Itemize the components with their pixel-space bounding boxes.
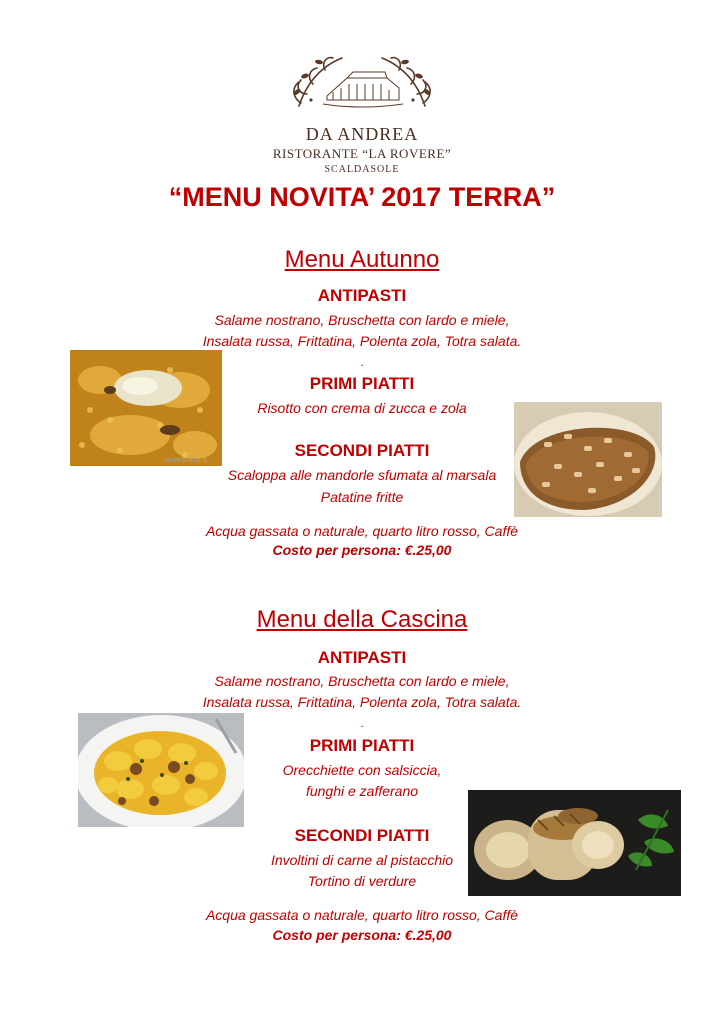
dish-line: Orecchiette con salsiccia, — [282, 762, 442, 778]
dish-line: Insalata russa, Frittatina, Polenta zola, Totra salata. — [202, 333, 522, 349]
dish-line: funghi e zafferano — [305, 783, 419, 799]
course-heading: ANTIPASTI — [317, 648, 407, 667]
course-heading: PRIMI PIATTI — [309, 736, 415, 755]
dish-line: Scaloppa alle mandorle sfumata al marsala — [227, 467, 497, 483]
menu-title: Menu della Cascina — [256, 606, 468, 633]
course-heading: SECONDI PIATTI — [294, 441, 430, 460]
separator: . — [360, 716, 364, 730]
scaloppa-photo — [514, 402, 662, 517]
dish-line: Tortino di verdure — [307, 873, 417, 889]
restaurant-logo — [287, 48, 437, 118]
page-title: “MENU NOVITA’ 2017 TERRA” — [168, 182, 556, 212]
dish-line: Involtini di carne al pistacchio — [270, 852, 454, 868]
drinks-line: Acqua gassata o naturale, quarto litro rosso, Caffè — [205, 907, 519, 923]
photo-watermark: ricerisotto.it — [165, 456, 208, 464]
risotto-photo — [70, 350, 222, 466]
brand-location: SCALDASOLE — [324, 164, 400, 175]
separator: . — [360, 355, 364, 369]
involtini-photo — [468, 790, 681, 896]
menu-title: Menu Autunno — [284, 246, 440, 273]
drinks-line: Acqua gassata o naturale, quarto litro rosso, Caffè — [205, 523, 519, 539]
orecchiette-photo — [78, 713, 244, 827]
brand-name: DA ANDREA — [305, 124, 419, 144]
dish-line: Salame nostrano, Bruschetta con lardo e miele, — [214, 312, 510, 328]
course-heading: PRIMI PIATTI — [309, 374, 415, 393]
dish-line: Salame nostrano, Bruschetta con lardo e miele, — [214, 673, 510, 689]
dish-line: Insalata russa, Frittatina, Polenta zola, Totra salata. — [202, 694, 522, 710]
course-heading: ANTIPASTI — [317, 286, 407, 305]
brand-restaurant: RISTORANTE “LA ROVERE” — [272, 146, 452, 161]
dish-line: Risotto con crema di zucca e zola — [257, 400, 467, 416]
course-heading: SECONDI PIATTI — [294, 826, 430, 845]
price: Costo per persona: €.25,00 — [272, 542, 452, 558]
dish-line: Patatine fritte — [320, 489, 404, 505]
price: Costo per persona: €.25,00 — [272, 927, 452, 943]
